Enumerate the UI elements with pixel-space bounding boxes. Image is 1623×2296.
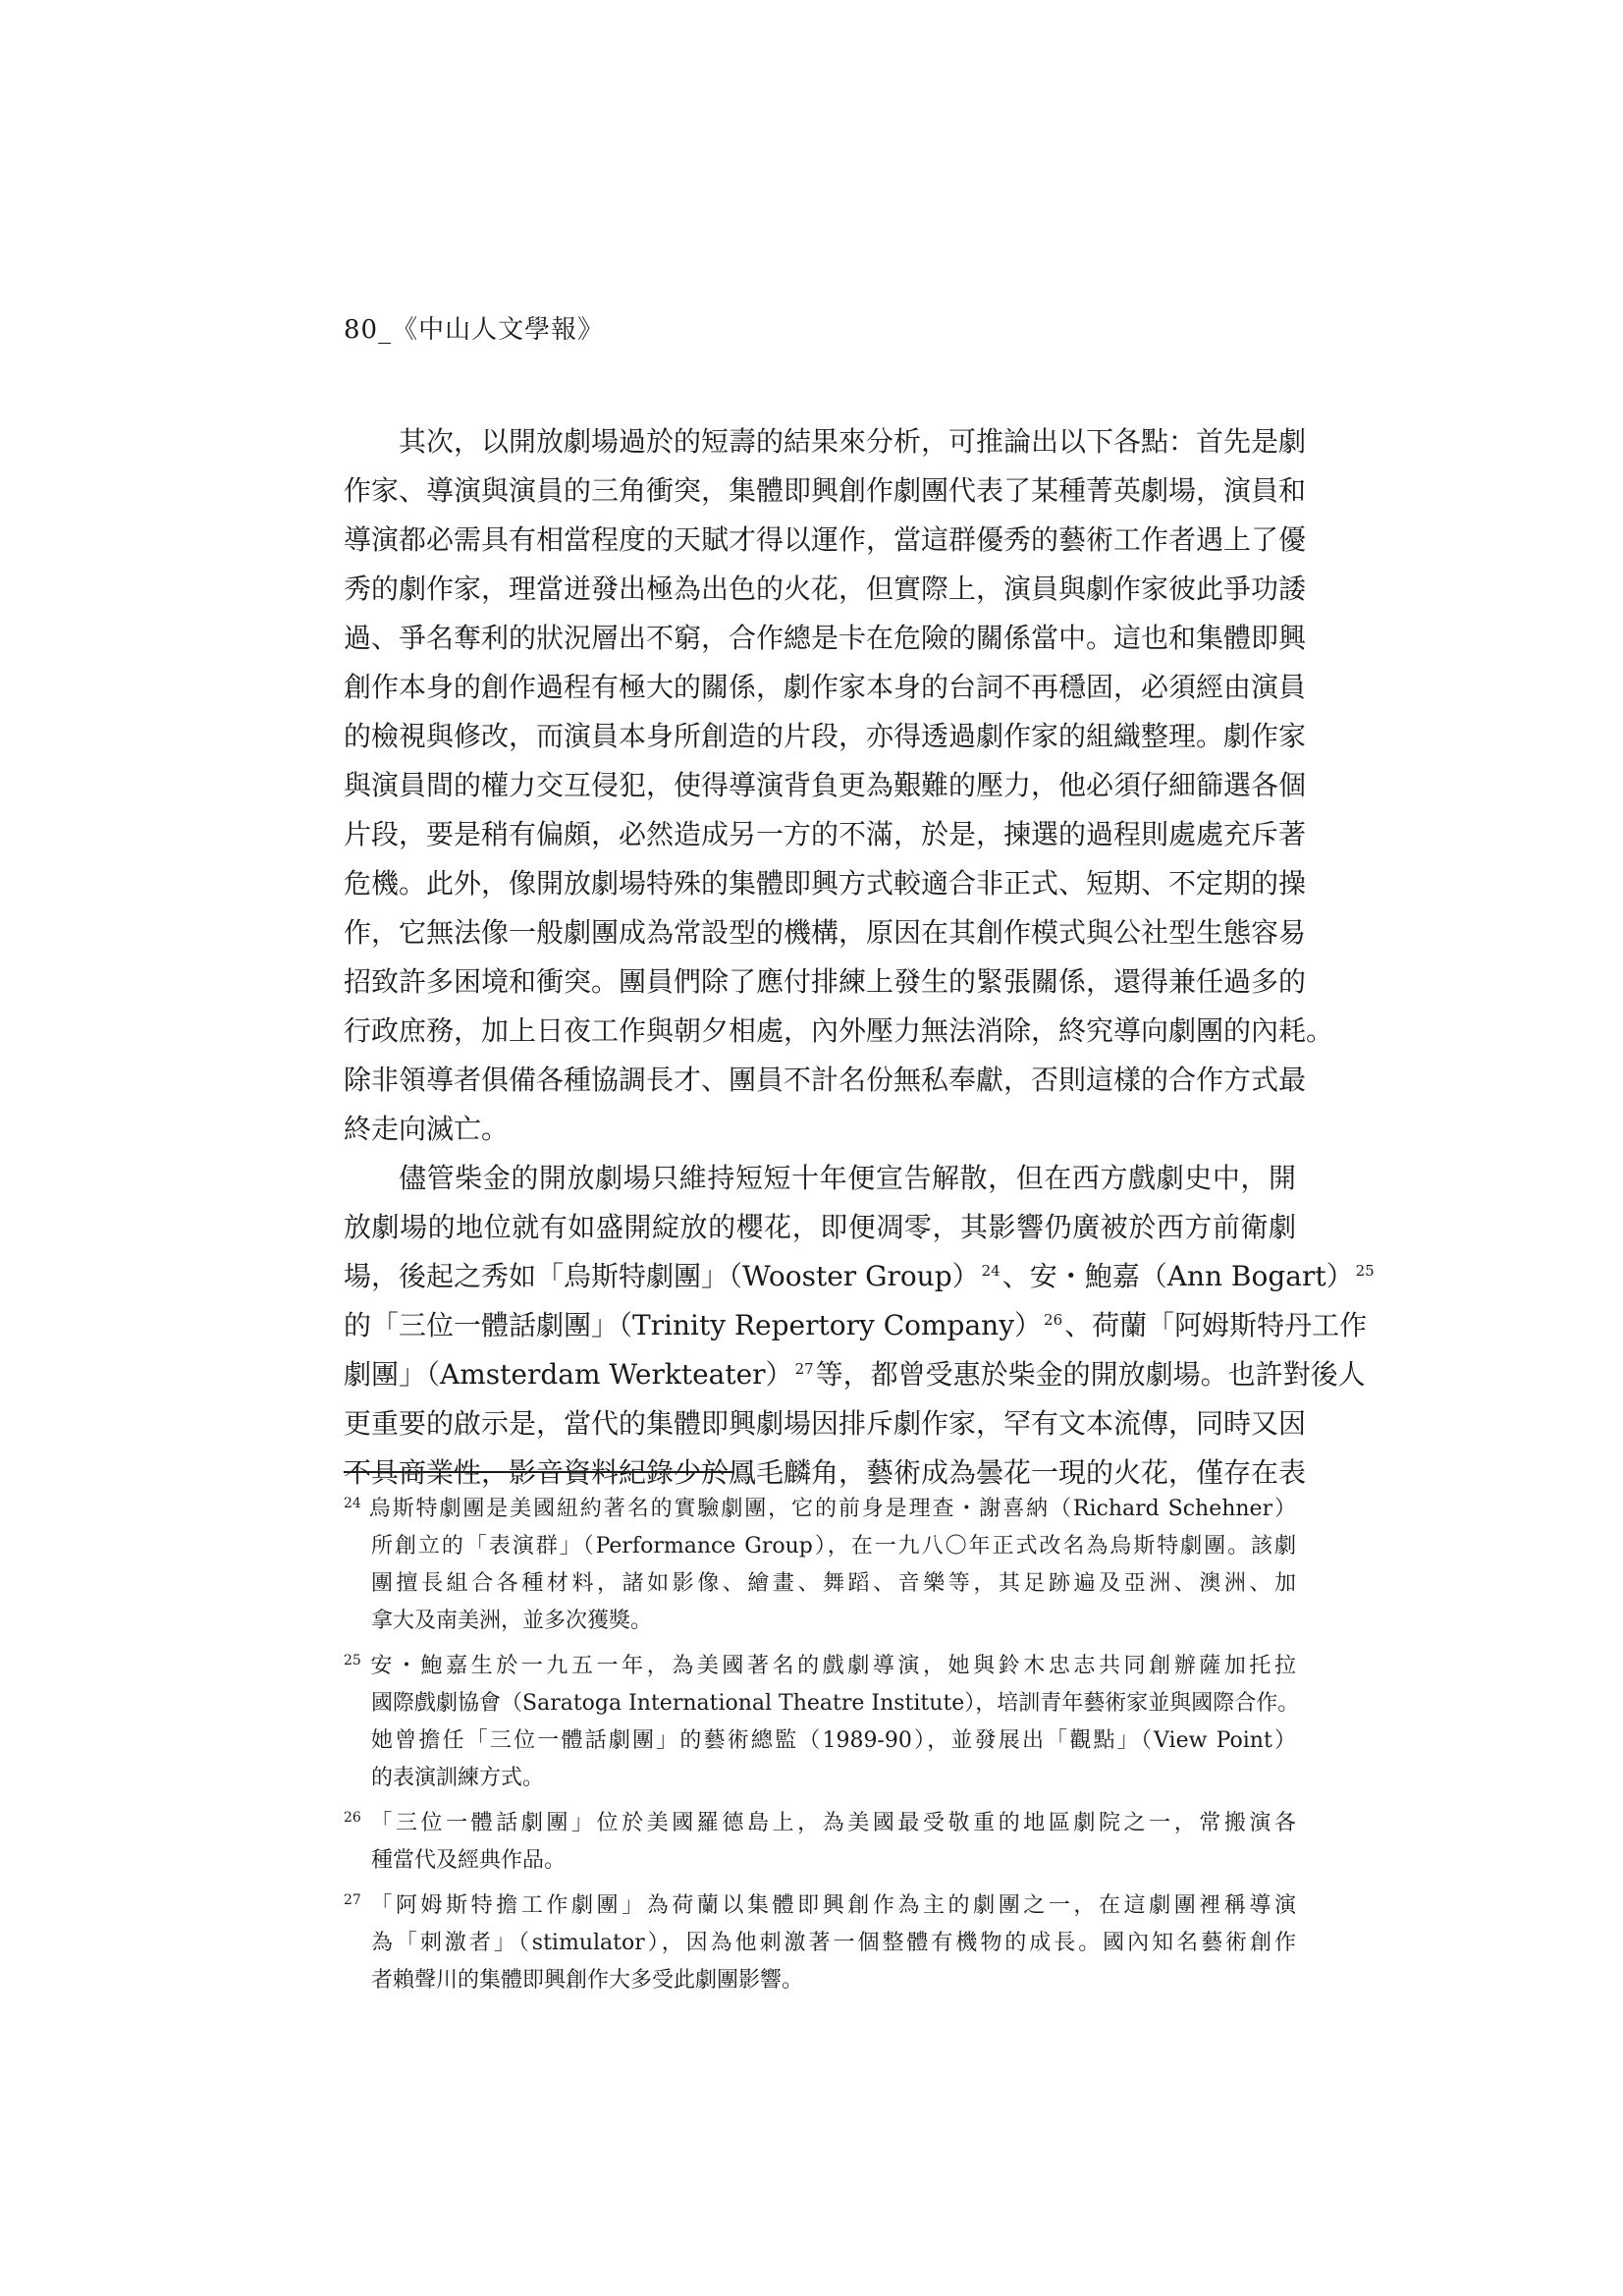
footnote-ref-27[interactable]: 27 [794,1359,814,1378]
footnote-text: 種當代及經典作品。 [371,1848,567,1873]
body-text-span: 的「三位一體話劇團」（Trinity Repertory Company） [344,1309,1043,1341]
footnote-ref-26[interactable]: 26 [1044,1310,1063,1329]
footnote-text: 「阿姆斯特擔工作劇團」為荷蘭以集體即興創作為主的劇團之一，在這劇團裡稱導演 [366,1893,1296,1918]
body-text [344,417,1375,1498]
body-text-span: 儘管柴金的開放劇場只維持短短十年便宣告解散，但在西方戲劇史中，開 [399,1162,1296,1194]
paragraph-1 [344,417,1334,1154]
footnote-text: 為「刺激者」（stimulator），因為他刺激著一個整體有機物的成長。國內知名藝術創作 [371,1931,1296,1955]
footnote-text: 國際戲劇協會（Saratoga International Theatre Institute），培訓青年藝術家並與國際合作。 [371,1691,1300,1716]
footnote-line [344,1722,1296,1760]
footnote-text: 者賴聲川的集體即興創作大多受此劇團影響。 [371,1968,804,1993]
body-line: 創作本身的創作過程有極大的關係，劇作家本身的台詞不再穩固，必須經由演員 [344,671,1307,703]
footnote-number: 27 [344,1891,361,1908]
footnote-text: 烏斯特劇團是美國紐約著名的實驗劇團，它的前身是理查・謝喜納（Richard Schehner） [366,1497,1296,1521]
footnote-line [344,1565,1296,1603]
footnote-text: 安・鮑嘉生於一九五一年，為美國著名的戲劇導演，她與鈴木忠志共同創辦薩加托拉 [366,1654,1296,1678]
footnote-line [344,1925,1296,1962]
body-line: 終走向滅亡。 [344,1113,510,1145]
body-text-span: 、荷蘭「阿姆斯特丹工作 [1064,1309,1368,1341]
footnote-line [344,1528,1296,1565]
body-line: 導演都必需具有相當程度的天賦才得以運作，當這群優秀的藝術工作者遇上了優 [344,523,1307,556]
footnote-divider [344,1471,734,1473]
footnote-24 [344,1491,1296,1640]
footnote-25 [344,1648,1300,1797]
body-text-span: 不具商業性，影音資料紀錄少於鳳毛麟角，藝術成為曇花一現的火花，僅存在表 [344,1456,1307,1489]
footnote-text: 她曾擔任「三位一體話劇團」的藝術總監（1989-90），並發展出「觀點」（View Point） [371,1728,1296,1753]
body-line: 除非領導者俱備各種協調長才、團員不計名份無私奉獻，否則這樣的合作方式最 [344,1064,1307,1096]
footnote-line [344,1491,1296,1528]
footnote-line [344,1760,1296,1797]
footnote-line [344,1887,1296,1925]
body-line: 招致許多困境和衝突。團員們除了應付排練上發生的緊張關係，還得兼任過多的 [344,965,1307,998]
body-line [344,1154,1296,1203]
body-line: 片段，要是稍有偏頗，必然造成另一方的不滿，於是，揀選的過程則處處充斥著 [344,818,1307,850]
body-text-span: 、安・鮑嘉（Ann Bogart） [1001,1260,1354,1292]
body-line: 危機。此外，像開放劇場特殊的集體即興方式較適合非正式、短期、不定期的操 [344,867,1307,900]
footnote-line [344,1685,1300,1722]
footnote-text: 團擅長組合各種材料，諸如影像、繪畫、舞蹈、音樂等，其足跡遍及亞洲、澳洲、加 [371,1571,1296,1596]
body-text-span: 場，後起之秀如「烏斯特劇團」（Wooster Group） [344,1260,980,1292]
body-line [344,1203,1296,1252]
body-line: 與演員間的權力交互侵犯，使得導演背負更為艱難的壓力，他必須仔細篩選各個 [344,769,1307,801]
body-line: 行政庶務，加上日夜工作與朝夕相處，內外壓力無法消除，終究導向劇團的內耗。 [344,1014,1334,1047]
footnote-number: 26 [344,1809,361,1826]
body-line [344,1252,1375,1301]
footnote-ref-24[interactable]: 24 [981,1261,1001,1280]
body-text-span: 放劇場的地位就有如盛開綻放的櫻花，即便凋零，其影響仍廣被於西方前衛劇 [344,1211,1296,1243]
body-line: 作，它無法像一般劇團成為常設型的機構，原因在其創作模式與公社型生態容易 [344,916,1307,949]
body-line: 秀的劇作家，理當迸發出極為出色的火花，但實際上，演員與劇作家彼此爭功諉 [344,573,1307,605]
footnote-ref-25[interactable]: 25 [1355,1261,1375,1280]
footnote-line [344,1842,1296,1880]
footnote-text: 拿大及南美洲，並多次獲獎。 [371,1609,653,1633]
body-line [344,1301,1368,1350]
body-line: 其次，以開放劇場過於的短壽的結果來分析，可推論出以下各點：首先是劇 [399,425,1307,458]
body-line: 過、爭名奪利的狀況層出不窮，合作總是卡在危險的關係當中。這也和集體即興 [344,622,1307,654]
footnote-number: 24 [344,1495,361,1511]
footnote-text: 「三位一體話劇團」位於美國羅德島上，為美國最受敬重的地區劇院之一，常搬演各 [366,1811,1296,1835]
body-line: 作家、導演與演員的三角衝突，集體即興創作劇團代表了某種菁英劇場，演員和 [344,474,1307,507]
footnotes [344,1491,1300,2007]
footnote-26 [344,1805,1296,1880]
footnote-number: 25 [344,1652,361,1668]
footnote-27 [344,1887,1296,1999]
footnote-text: 所創立的「表演群」（Performance Group），在一九八〇年正式改名為烏斯特劇團。該劇 [371,1534,1296,1558]
body-text-span: 劇團」（Amsterdam Werkteater） [344,1358,793,1391]
body-line: 的檢視與修改，而演員本身所創造的片段，亦得透過劇作家的組織整理。劇作家 [344,720,1307,752]
running-header: 80_《中山人文學報》 [344,315,605,345]
paragraph-2 [344,1154,1375,1498]
footnote-line [344,1962,1296,1999]
body-text-span: 更重要的啟示是，當代的集體即興劇場因排斥劇作家，罕有文本流傳，同時又因 [344,1407,1307,1440]
body-line [344,1350,1366,1399]
body-text-span: 等，都曾受惠於柴金的開放劇場。也許對後人 [815,1358,1366,1391]
body-line [344,1399,1307,1449]
footnote-line [344,1648,1296,1685]
footnote-line [344,1805,1296,1842]
footnote-text: 的表演訓練方式。 [371,1766,545,1790]
footnote-line [344,1603,1296,1640]
